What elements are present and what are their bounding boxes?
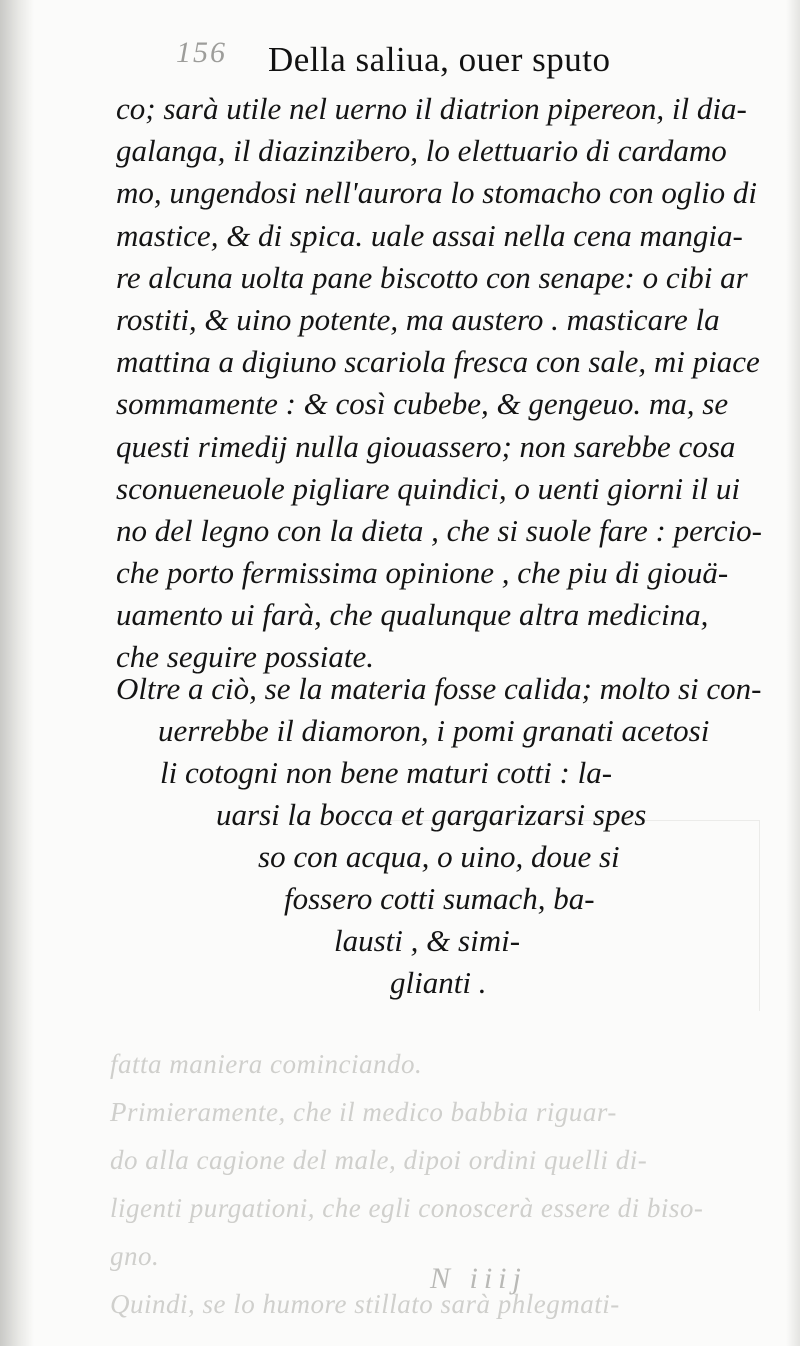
text-line: glianti .: [390, 965, 487, 1000]
text-line: mattina a digiuno scariola fresca con sale, mi piace: [116, 344, 760, 380]
text-line: mo, ungendosi nell'aurora lo stomacho con oglio di: [116, 175, 757, 211]
text-line: rostiti, & uino potente, ma austero . masticare la: [116, 301, 720, 337]
show-through-line: do alla cagione del male, dipoi ordini quelli di-: [110, 1145, 648, 1175]
text-line: questi rimedij nulla giouassero; non sarebbe cosa: [116, 428, 736, 464]
show-through-line: gno.: [110, 1241, 160, 1271]
show-through-line: Primieramente, che il medico babbia riguar-: [110, 1097, 617, 1127]
page-number: 156: [176, 36, 227, 69]
show-through-line: fatta maniera cominciando.: [110, 1049, 423, 1079]
text-line: re alcuna uolta pane biscotto con senape: o cibi ar: [116, 259, 748, 295]
text-line: Oltre a ciò, se la materia fosse calida; molto si con-: [116, 671, 762, 706]
text-line: lausti , & simi-: [334, 923, 521, 958]
running-head: Della saliua, ouer sputo: [268, 40, 611, 79]
text-line: che porto fermissima opinione , che piu di giouä-: [116, 555, 729, 591]
text-line: sconueneuole pigliare quindici, o uenti giorni il ui: [116, 470, 740, 506]
text-line: sommamente : & così cubebe, & gengeuo. ma, se: [116, 386, 729, 422]
paragraph-2: [116, 668, 778, 1004]
text-line: uamento ui farà, che qualunque altra medicina,: [116, 597, 709, 633]
text-line: no del legno con la dieta , che si suole fare : percio-: [116, 512, 762, 548]
binding-shadow: [0, 0, 34, 1346]
show-through-line: ligenti purgationi, che egli conoscerà essere di biso-: [110, 1193, 704, 1223]
text-line: uarsi la bocca et gargarizarsi spes: [216, 797, 647, 832]
show-through-line: Quindi, se lo humore stillato sarà phlegmati-: [110, 1289, 620, 1319]
text-line: che seguire possiate.: [116, 639, 374, 675]
text-line: galanga, il diazinzibero, lo elettuario di cardamo: [116, 133, 727, 169]
text-line: so con acqua, o uino, doue si: [258, 839, 620, 874]
text-line: co; sarà utile nel uerno il diatrion pipereon, il dia-: [116, 91, 747, 126]
text-line: li cotogni non bene maturi cotti : la-: [160, 755, 613, 790]
signature-mark: N iiij: [430, 1262, 527, 1295]
paragraph-1: [116, 88, 778, 679]
page-edge: [786, 0, 800, 1346]
text-line: fossero cotti sumach, ba-: [284, 881, 595, 916]
text-line: mastice, & di spica. uale assai nella cena mangia-: [116, 217, 743, 253]
text-line: uerrebbe il diamoron, i pomi granati acetosi: [158, 713, 710, 748]
